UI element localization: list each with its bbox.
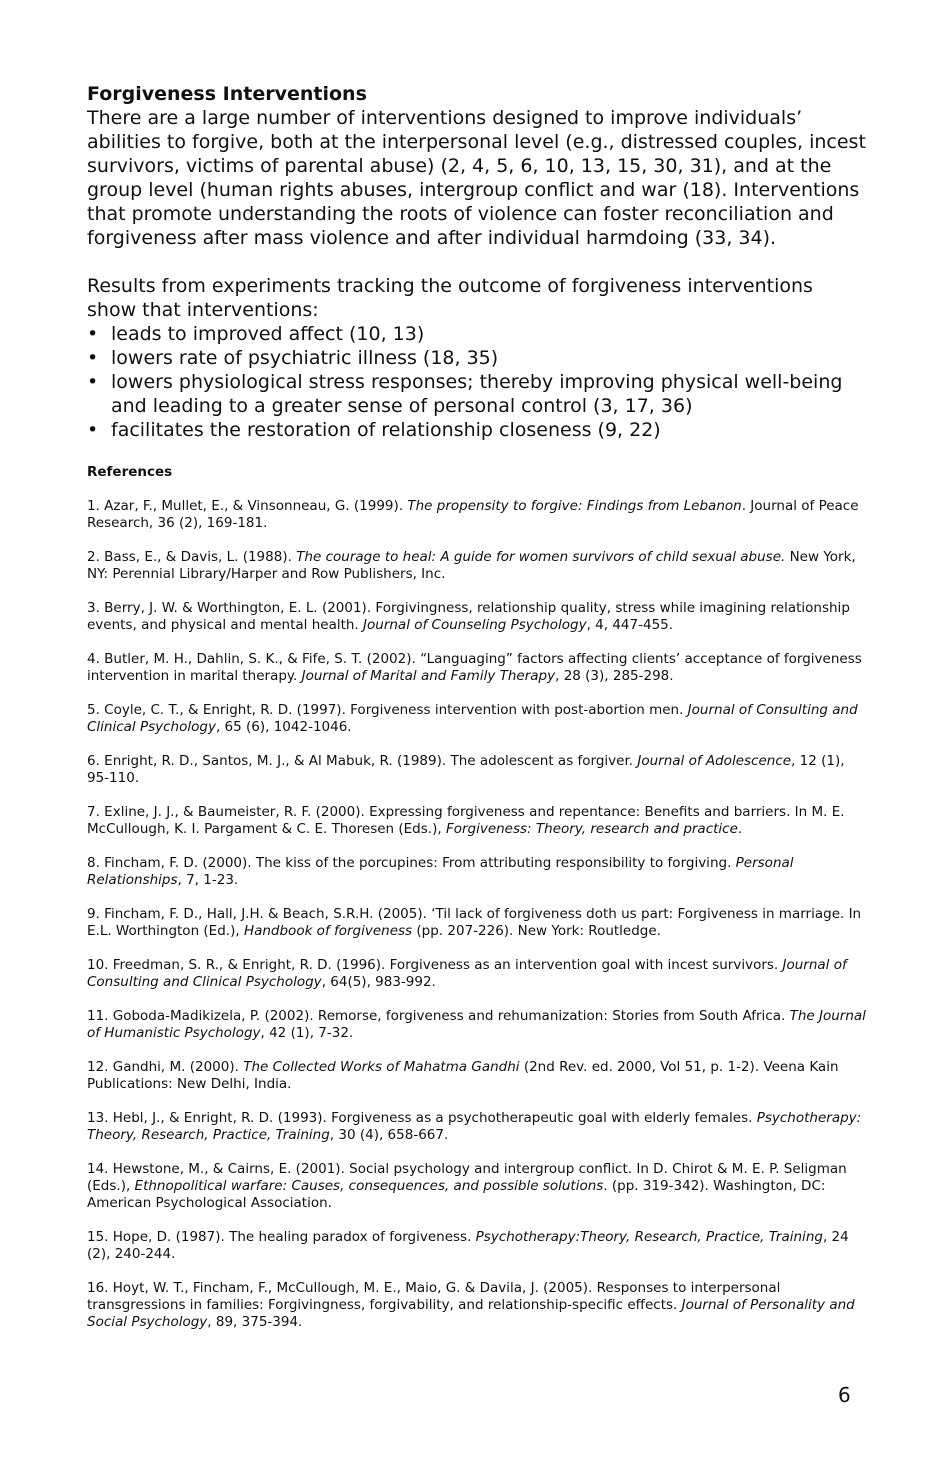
reference-title: Psychotherapy:Theory, Research, Practice, Training — [475, 1229, 823, 1245]
reference-text: 16. Hoyt, W. T., Fincham, F., McCullough, M. E., Maio, G. & Davila, J. (2005). Responses to interpersonal transgressions in families: Forgivingness, forgivability, and relationship-specific effects. — [87, 1280, 781, 1313]
intro-paragraph: There are a large number of interventions designed to improve individuals’ abilities to forgive, both at the interpersonal level (e.g., distressed couples, incest survivors, victims of parental abuse) (2, 4, 5, 6, 10, 13, 15, 30, 31), and at the group level (human rights abuses, intergroup conflict and war (18). Interventions that promote understanding the roots of violence can foster reconciliation and forgiveness after mass violence and after individual harmdoing (33, 34). — [87, 107, 866, 249]
reference-item — [87, 957, 867, 991]
reference-text: 3. Berry, J. W. & Worthington, E. L. (2001). Forgivingness, relationship quality, stress while imagining relationship events, and physical and mental health. — [87, 600, 850, 633]
reference-text: 2. Bass, E., & Davis, L. (1988). — [87, 549, 297, 565]
bullet-text: facilitates the restoration of relationship closeness (9, 22) — [111, 419, 661, 441]
reference-item — [87, 855, 867, 889]
reference-text: 13. Hebl, J., & Enright, R. D. (1993). Forgiveness as a psychotherapeutic goal with elderly females. — [87, 1110, 757, 1126]
section-title: Forgiveness Interventions — [87, 83, 367, 105]
reference-text: , 89, 375-394. — [207, 1314, 303, 1330]
reference-text: . (pp. 319-342). Washington, DC: American Psychological Association. — [87, 1178, 826, 1211]
reference-text: 11. Goboda-Madikizela, P. (2002). Remorse, forgiveness and rehumanization: Stories from South Africa. — [87, 1008, 790, 1024]
reference-item — [87, 1280, 867, 1331]
reference-text: , 64(5), 983-992. — [321, 974, 436, 990]
reference-title: The courage to heal: A guide for women survivors of child sexual abuse. — [296, 549, 786, 565]
reference-item — [87, 906, 867, 940]
reference-item — [87, 1110, 867, 1144]
reference-item — [87, 600, 867, 634]
reference-title: Journal of Personality and Social Psychology — [87, 1297, 855, 1330]
reference-title: The Journal of Humanistic Psychology — [87, 1008, 866, 1041]
reference-title: Ethnopolitical warfare: Causes, consequences, and possible solutions — [134, 1178, 604, 1194]
reference-title: Personal Relationships — [87, 855, 794, 888]
reference-text: , 24 (2), 240-244. — [87, 1229, 849, 1262]
page-number: 6 — [838, 1383, 851, 1407]
bullet-text: lowers rate of psychiatric illness (18, 35) — [111, 347, 499, 369]
reference-text: 4. Butler, M. H., Dahlin, S. K., & Fife, S. T. (2002). “Languaging” factors affecting clients’ acceptance of forgiveness intervention in marital therapy. — [87, 651, 862, 684]
reference-item — [87, 1059, 867, 1093]
bullet-item — [87, 346, 867, 370]
reference-text: , 7, 1-23. — [177, 872, 239, 888]
reference-item — [87, 702, 867, 736]
reference-item — [87, 753, 867, 787]
results-paragraph: Results from experiments tracking the outcome of forgiveness interventions show that interventions: — [87, 275, 813, 321]
reference-text: 6. Enright, R. D., Santos, M. J., & Al Mabuk, R. (1989). The adolescent as forgiver. — [87, 753, 638, 769]
reference-title: Journal of Consulting and Clinical Psychology — [87, 957, 847, 990]
reference-text: 9. Fincham, F. D., Hall, J.H. & Beach, S.R.H. (2005). ‘Til lack of forgiveness doth us part: Forgiveness in marriage. In E.L. Worthington (Ed.), — [87, 906, 862, 939]
document-page — [87, 82, 867, 1348]
bullet-glyph: • — [87, 323, 99, 345]
reference-text: , 30 (4), 658-667. — [329, 1127, 449, 1143]
reference-item — [87, 1229, 867, 1263]
bullet-item — [87, 322, 867, 346]
reference-title: Forgiveness: Theory, research and practice — [445, 821, 738, 837]
reference-title: Journal of Marital and Family Therapy — [301, 668, 556, 684]
references-heading: References — [87, 464, 173, 480]
results-bullet-list — [87, 322, 867, 442]
reference-text: (2nd Rev. ed. 2000, Vol 51, p. 1-2). Veena Kain Publications: New Delhi, India. — [87, 1059, 839, 1092]
reference-text: 14. Hewstone, M., & Cairns, E. (2001). Social psychology and intergroup conflict. In D. Chirot & M. E. P. Seligman (Eds.), — [87, 1161, 847, 1194]
bullet-item — [87, 370, 867, 418]
reference-title: Journal of Consulting and Clinical Psychology — [87, 702, 858, 735]
reference-item — [87, 1161, 867, 1212]
reference-title: Handbook of forgiveness — [243, 923, 413, 939]
reference-text: , 12 (1), 95-110. — [87, 753, 845, 786]
bullet-glyph: • — [87, 347, 99, 369]
reference-item — [87, 804, 867, 838]
reference-item — [87, 549, 867, 583]
reference-item — [87, 1008, 867, 1042]
bullet-text: leads to improved affect (10, 13) — [111, 323, 425, 345]
reference-text: , 28 (3), 285-298. — [555, 668, 674, 684]
reference-title: Journal of Counseling Psychology — [363, 617, 587, 633]
reference-text: New York, NY: Perennial Library/Harper and Row Publishers, Inc. — [87, 549, 856, 582]
bullet-text: lowers physiological stress responses; thereby improving physical well-being and leading to a greater sense of personal control (3, 17, 36) — [111, 371, 843, 417]
reference-text: . Journal of Peace Research, 36 (2), 169-181. — [87, 498, 859, 531]
reference-text: 1. Azar, F., Mullet, E., & Vinsonneau, G. (1999). — [87, 498, 408, 514]
reference-text: (pp. 207-226). New York: Routledge. — [412, 923, 661, 939]
reference-title: The Collected Works of Mahatma Gandhi — [243, 1059, 520, 1075]
reference-title: Psychotherapy: Theory, Research, Practice, Training — [87, 1110, 862, 1143]
reference-text: 10. Freedman, S. R., & Enright, R. D. (1996). Forgiveness as an intervention goal with incest survivors. — [87, 957, 783, 973]
reference-title: The propensity to forgive: Findings from Lebanon — [407, 498, 742, 514]
reference-text: 5. Coyle, C. T., & Enright, R. D. (1997). Forgiveness intervention with post-abortion men. — [87, 702, 688, 718]
reference-text: 8. Fincham, F. D. (2000). The kiss of the porcupines: From attributing responsibility to forgiving. — [87, 855, 736, 871]
reference-item — [87, 651, 867, 685]
reference-title: Journal of Adolescence — [637, 753, 792, 769]
references-list — [87, 498, 867, 1331]
reference-item — [87, 498, 867, 532]
bullet-glyph: • — [87, 371, 99, 393]
reference-text: , 65 (6), 1042-1046. — [215, 719, 352, 735]
reference-text: , 4, 447-455. — [586, 617, 674, 633]
reference-text: , 42 (1), 7-32. — [260, 1025, 354, 1041]
bullet-item — [87, 418, 867, 442]
reference-text: 7. Exline, J. J., & Baumeister, R. F. (2000). Expressing forgiveness and repentance: Benefits and barriers. In M. E. McCullough, K. I. Pargament & C. E. Thoresen (Eds.), — [87, 804, 845, 837]
reference-text: . — [737, 821, 743, 837]
reference-text: 12. Gandhi, M. (2000). — [87, 1059, 244, 1075]
bullet-glyph: • — [87, 419, 99, 441]
reference-text: 15. Hope, D. (1987). The healing paradox of forgiveness. — [87, 1229, 476, 1245]
